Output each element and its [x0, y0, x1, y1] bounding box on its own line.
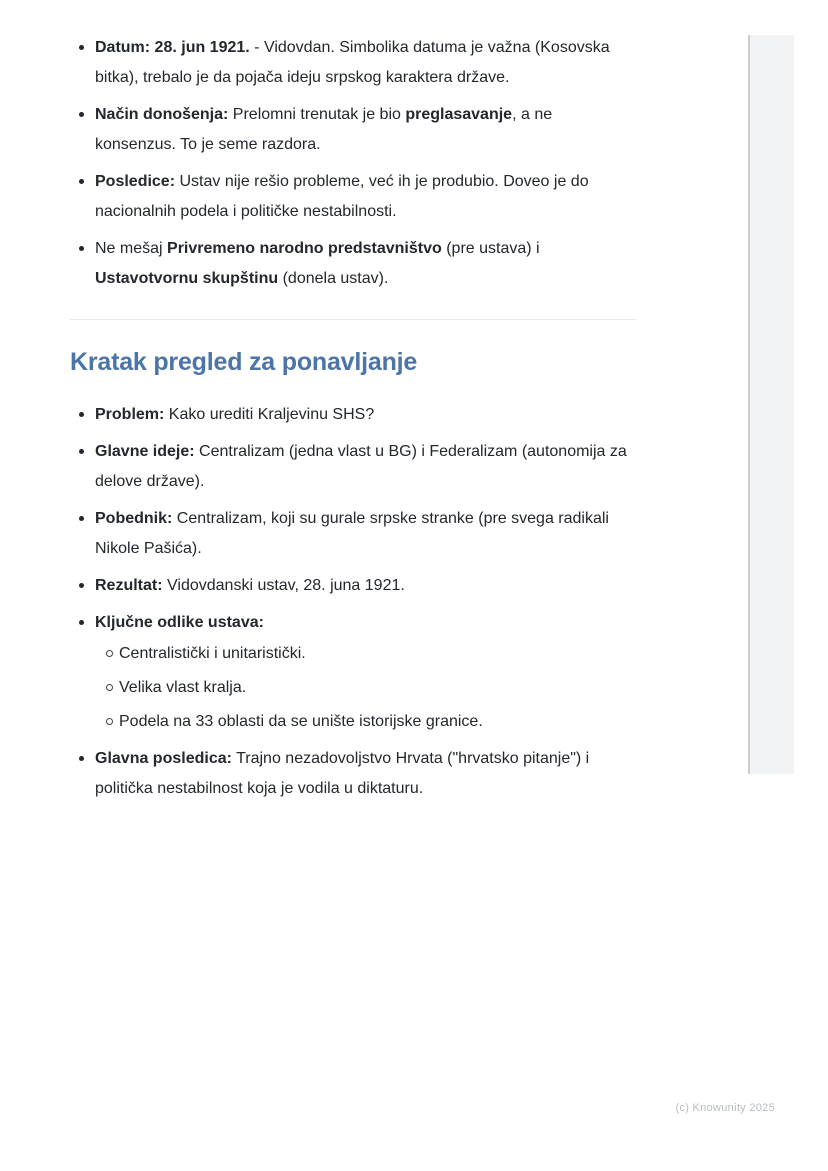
- summary-bullet-list: [70, 400, 636, 804]
- bullet-text: Ne mešaj: [95, 240, 168, 257]
- bullet-text-bold: Problem:: [95, 406, 165, 423]
- bullet-text: Trajno nezadovoljstvo Hrvata ("hrvatsko pitanje") i politička nestabilnost koja je vodila u diktaturu.: [95, 750, 590, 797]
- bullet-item: [70, 234, 636, 294]
- sub-bullet-item: Velika vlast kralja.: [95, 673, 636, 703]
- bullet-text: (donela ustav).: [278, 270, 389, 287]
- bullet-item: [70, 608, 636, 737]
- bullet-text-bold: preglasavanje: [405, 106, 513, 123]
- bullet-item: [70, 400, 636, 430]
- sub-bullet-list: [95, 639, 636, 737]
- notes-content: [70, 33, 636, 811]
- bullet-item: [70, 33, 636, 93]
- bullet-text-bold: Glavna posledica:: [95, 750, 232, 767]
- bullet-text-bold: Ključne odlike ustava:: [95, 614, 264, 631]
- sub-bullet-item: Podela na 33 oblasti da se unište istorijske granice.: [95, 707, 636, 737]
- bullet-item: [70, 504, 636, 564]
- bullet-text: Kako urediti Kraljevinu SHS?: [164, 406, 375, 423]
- bullet-item: [70, 437, 636, 497]
- bullet-text-bold: Rezultat:: [95, 577, 163, 594]
- bullet-item: [70, 100, 636, 160]
- sub-bullet-item: Centralistički i unitaristički.: [95, 639, 636, 669]
- bullet-text: Vidovdanski ustav, 28. juna 1921.: [162, 577, 405, 594]
- intro-bullet-list: [70, 33, 636, 294]
- scrollbar-track[interactable]: [748, 35, 794, 774]
- bullet-item: [70, 744, 636, 804]
- bullet-text-bold: Privremeno narodno predstavništvo: [167, 240, 442, 257]
- bullet-text: Ustav nije rešio probleme, već ih je produbio. Doveo je do nacionalnih podela i političke nestabilnosti.: [95, 173, 589, 220]
- bullet-text: - Vidovdan. Simbolika datuma je važna (Kosovska bitka), trebalo je da pojača ideju srpskog karaktera države.: [95, 39, 610, 86]
- section-divider: [70, 319, 636, 320]
- bullet-text-bold: Posledice:: [95, 173, 176, 190]
- bullet-text-bold: Pobednik:: [95, 510, 173, 527]
- bullet-text-bold: Glavne ideje:: [95, 443, 195, 460]
- bullet-text: Centralizam, koji su gurale srpske stranke (pre svega radikali Nikole Pašića).: [95, 510, 609, 557]
- bullet-text: , a ne konsenzus. To je seme razdora.: [95, 106, 553, 153]
- footer-credit: (c) Knowunity 2025: [675, 1102, 775, 1114]
- bullet-item: [70, 571, 636, 601]
- bullet-text-bold: Ustavotvornu skupštinu: [95, 270, 279, 287]
- section-heading: Kratak pregled za ponavljanje: [70, 348, 418, 376]
- bullet-item: [70, 167, 636, 227]
- bullet-text-bold: Datum: 28. jun 1921.: [95, 39, 250, 56]
- bullet-text: Centralizam (jedna vlast u BG) i Federalizam (autonomija za delove države).: [95, 443, 627, 490]
- bullet-text: (pre ustava) i: [441, 240, 540, 257]
- bullet-text-bold: Način donošenja:: [95, 106, 229, 123]
- bullet-text: Prelomni trenutak je bio: [228, 106, 406, 123]
